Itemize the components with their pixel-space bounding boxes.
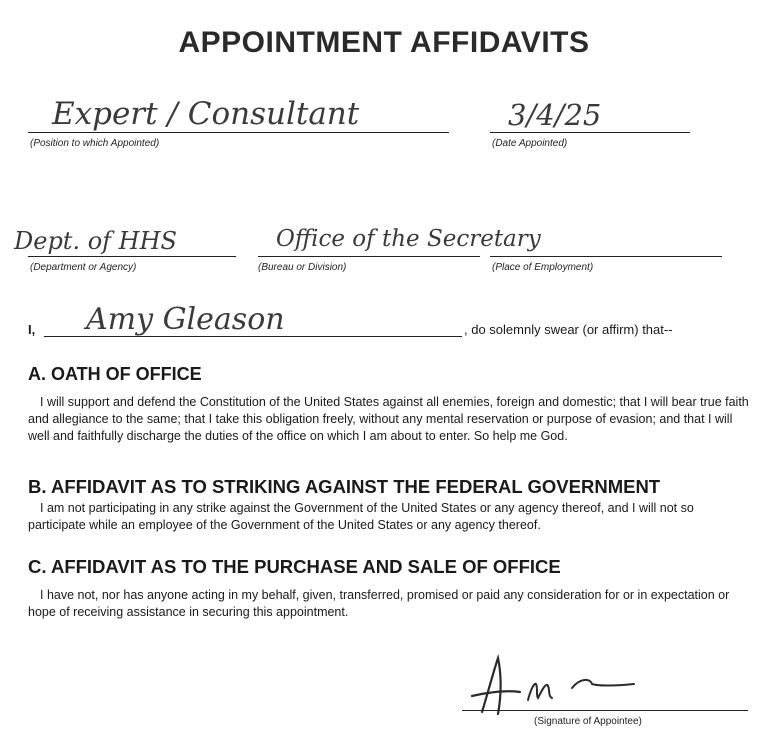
bureau-value: Office of the Secretary [276, 226, 541, 252]
name-line [44, 336, 462, 337]
section-b-text [28, 500, 740, 534]
section-a-heading: A. OATH OF OFFICE [28, 364, 202, 384]
date-value: 3/4/25 [508, 98, 602, 132]
bureau-caption: (Bureau or Division) [258, 262, 347, 273]
date-line [490, 132, 690, 133]
date-caption: (Date Appointed) [492, 138, 568, 149]
section-c-text [28, 587, 740, 621]
oath-suffix: , do solemnly swear (or affirm) that-- [464, 322, 673, 337]
section-c-body: I have not, nor has anyone acting in my behalf, given, transferred, promised or paid any consideration for or in expectation or hope of receiving assistance in securing this appointment. [28, 588, 730, 619]
place-caption: (Place of Employment) [492, 262, 594, 273]
section-b-heading: B. AFFIDAVIT AS TO STRIKING AGAINST THE FEDERAL GOVERNMENT [28, 476, 661, 497]
section-b-body: I am not participating in any strike against the Government of the United States or any agency thereof, and I will not so participate while an employee of the Government of the United States or any agency thereof. [28, 501, 694, 532]
place-line [490, 256, 722, 257]
section-a-text [28, 394, 756, 445]
department-value: Dept. of HHS [14, 227, 177, 255]
appointee-name: Amy Gleason [86, 302, 285, 337]
section-a-body: I will support and defend the Constitution of the United States against all enemies, foreign and domestic; that I will bear true faith and allegiance to the same; that I take this obligation freely, without any mental reservation or purpose of evasion; and that I will well and faithfully discharge the duties of the office on which I am about to enter. So help me God. [28, 395, 749, 443]
department-line [28, 256, 236, 257]
signature-caption: (Signature of Appointee) [534, 716, 642, 727]
position-line [28, 132, 449, 133]
department-caption: (Department or Agency) [30, 262, 137, 273]
signature-line [462, 710, 748, 711]
oath-prefix: I, [28, 322, 36, 337]
position-caption: (Position to which Appointed) [30, 138, 160, 149]
bureau-line [258, 256, 480, 257]
position-value: Expert / Consultant [52, 96, 360, 132]
document-title: APPOINTMENT AFFIDAVITS [178, 26, 590, 59]
section-c-heading: C. AFFIDAVIT AS TO THE PURCHASE AND SALE OF OFFICE [28, 556, 561, 577]
